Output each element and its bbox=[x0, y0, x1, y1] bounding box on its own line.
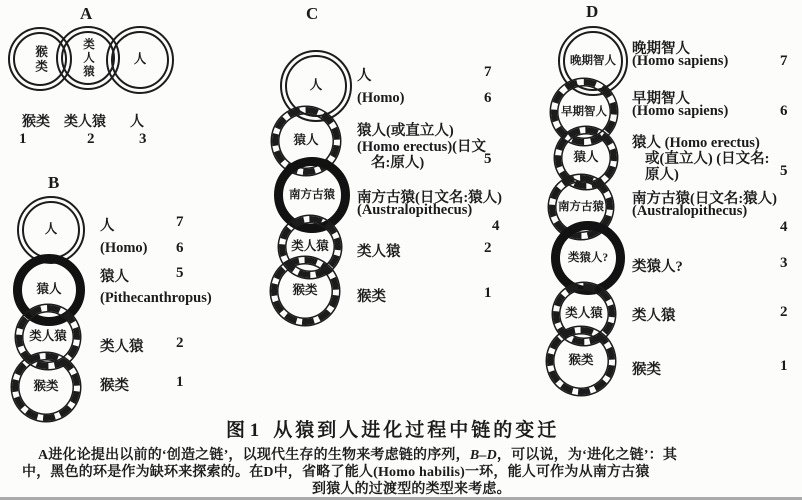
section-d-label: D bbox=[586, 2, 599, 21]
d-row-text: 晚期智人 bbox=[632, 41, 690, 57]
d-row-text: 猿人 (Homo erectus) bbox=[632, 135, 760, 151]
c-row-text: 人 bbox=[357, 68, 372, 84]
c-row-num: 7 bbox=[484, 64, 492, 80]
d-row-text: (Homo sapiens) bbox=[632, 103, 729, 119]
section-a-label: A bbox=[80, 4, 93, 23]
d-row-text: (Australopithecus) bbox=[632, 203, 748, 219]
ring-d-australopithecus-label: 南方古猿 bbox=[558, 200, 604, 213]
d-row-text: 或(直立人) (日文名: bbox=[645, 151, 770, 167]
ring-c-monkeys bbox=[271, 257, 339, 325]
ring-d-monkeys-label: 猴类 bbox=[568, 353, 594, 368]
ring-c-apes-label: 类人猿 bbox=[291, 239, 329, 254]
d-row-text: 早期智人 bbox=[632, 91, 690, 107]
ring-d-ape-human-label: 类猿人? bbox=[567, 251, 609, 264]
b-row-text: (Homo) bbox=[100, 240, 148, 256]
c-row-text: (Homo) bbox=[357, 90, 405, 106]
caption-line-1a: A进化论提出以前的‘创造之链’，以现代生存的生物来考虑链的序列， bbox=[38, 448, 470, 463]
ring-d-late-sapiens-label: 晚期智人 bbox=[570, 54, 616, 67]
d-row-num: 6 bbox=[780, 103, 788, 119]
ring-c-human-label: 人 bbox=[309, 78, 323, 93]
ring-d-apes-label: 类人猿 bbox=[565, 306, 603, 321]
c-row-text: 南方古猿(日文名:猿人) bbox=[357, 190, 502, 206]
d-row-num: 7 bbox=[780, 53, 788, 69]
ring-c-monkeys-label: 猴类 bbox=[292, 283, 318, 298]
ring-b-human-label: 人 bbox=[44, 222, 58, 237]
caption-line-2: 中，黑色的环是作为缺环来探索的。在D中，省略了能人(Homo habilis)一环，能人可作为从南方古猿 bbox=[22, 465, 650, 480]
c-row-num: 2 bbox=[484, 240, 492, 256]
caption-line-1c: ，可以说，为‘进化之链’：其 bbox=[496, 448, 678, 463]
c-row-text: 类人猿 bbox=[357, 244, 401, 260]
b-row-num: 2 bbox=[176, 335, 184, 351]
section-b-label: B bbox=[48, 173, 60, 192]
d-row-num: 2 bbox=[780, 304, 788, 320]
d-row-num: 3 bbox=[780, 255, 788, 271]
b-row-text: 猴类 bbox=[100, 378, 129, 394]
c-row-text: 名:原人) bbox=[371, 155, 425, 171]
c-row-num: 5 bbox=[484, 151, 492, 167]
ring-a-monkeys-label: 猴类 bbox=[33, 44, 48, 74]
b-row-num: 7 bbox=[176, 214, 184, 230]
a-legend-human: 人 bbox=[130, 115, 144, 130]
ring-d-early-sapiens-label: 早期智人 bbox=[561, 105, 607, 118]
b-row-num: 1 bbox=[176, 374, 184, 390]
d-row-text: 猴类 bbox=[632, 362, 661, 378]
ring-a-human-label: 人 bbox=[133, 52, 147, 67]
d-row-num: 4 bbox=[780, 219, 788, 235]
d-row-text: 类人猿 bbox=[632, 308, 676, 324]
ring-b-monkeys bbox=[12, 353, 80, 421]
caption-line-3: 到猿人的过渡型的类型来考虑。 bbox=[312, 482, 511, 497]
ring-d-apeman-label: 猿人 bbox=[573, 150, 599, 165]
b-row-text: 人 bbox=[100, 218, 115, 234]
d-row-text: 南方古猿(日文名:猿人) bbox=[632, 191, 777, 207]
c-row-num: 6 bbox=[484, 90, 492, 106]
b-row-num: 6 bbox=[176, 240, 184, 256]
a-legend-num-2: 2 bbox=[87, 131, 95, 147]
ring-a-human bbox=[106, 26, 174, 94]
ring-d-monkeys bbox=[547, 327, 615, 395]
ring-b-apes-label: 类人猿 bbox=[29, 329, 67, 344]
d-row-num: 5 bbox=[780, 163, 788, 179]
ring-c-apeman-label: 猿人 bbox=[293, 133, 319, 148]
c-row-text: 猴类 bbox=[357, 289, 386, 305]
b-row-text: 猿人 bbox=[100, 269, 129, 285]
ring-b-monkeys-label: 猴类 bbox=[33, 379, 59, 394]
section-c-label: C bbox=[306, 4, 319, 23]
b-row-text: (Pithecanthropus) bbox=[100, 290, 212, 306]
a-legend-num-3: 3 bbox=[139, 131, 147, 147]
d-row-text: 类猿人? bbox=[632, 259, 683, 275]
b-row-text: 类人猿 bbox=[100, 339, 144, 355]
caption-line-1b: B–D bbox=[469, 448, 497, 463]
figure-title bbox=[226, 415, 559, 442]
c-row-text: 猿人(或直立人) bbox=[357, 123, 454, 139]
b-row-num: 5 bbox=[176, 265, 184, 281]
d-row-text: (Homo sapiens) bbox=[632, 53, 729, 69]
d-row-num: 1 bbox=[780, 358, 788, 374]
a-legend-apes: 类人猿 bbox=[64, 115, 106, 130]
ring-b-apeman-label: 猿人 bbox=[36, 282, 62, 297]
c-row-text: (Australopithecus) bbox=[357, 202, 473, 218]
ring-a-apes-label: 类人猿 bbox=[82, 37, 95, 79]
d-row-text: 原人) bbox=[645, 167, 679, 183]
figure-title-text: 从猿到人进化过程中链的变迁 bbox=[273, 420, 560, 441]
a-legend-monkeys: 猴类 bbox=[22, 115, 50, 130]
c-row-num: 1 bbox=[484, 285, 492, 301]
c-row-text: (Homo erectus)(日文 bbox=[357, 139, 486, 155]
ring-c-australopithecus-label: 南方古猿 bbox=[289, 188, 335, 201]
c-row-num: 4 bbox=[492, 218, 500, 234]
a-legend-num-1: 1 bbox=[19, 131, 27, 147]
figure-number: 图 1 bbox=[226, 420, 260, 441]
